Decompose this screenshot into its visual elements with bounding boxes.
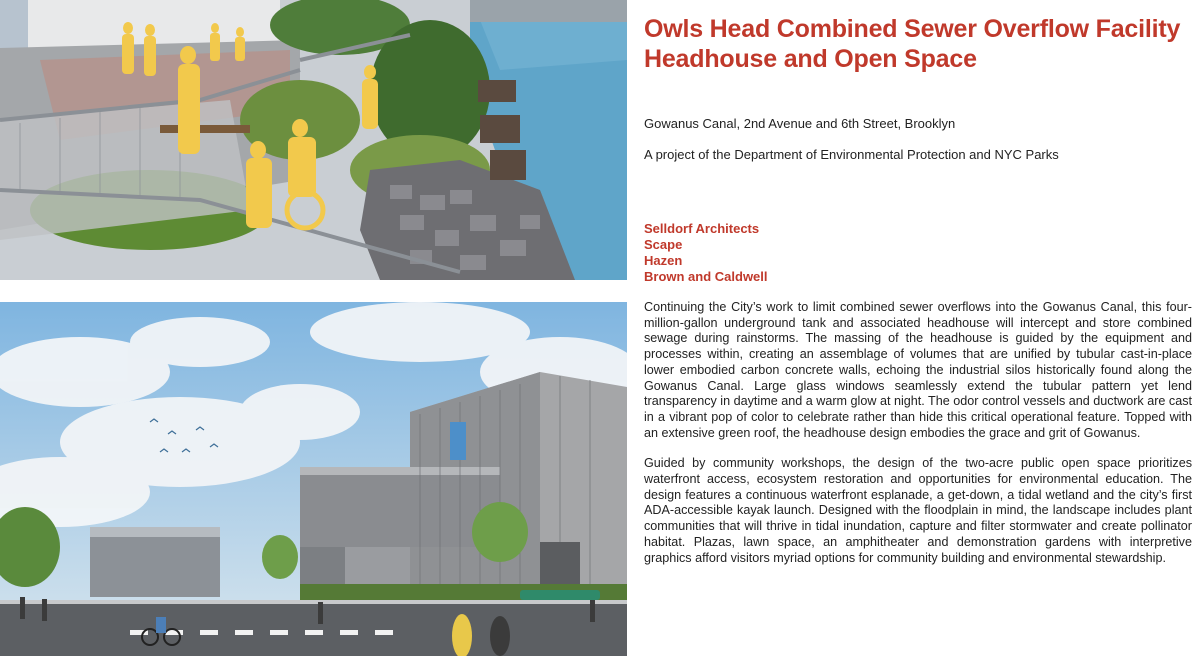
- team-member: Brown and Caldwell: [644, 269, 768, 284]
- text-column: [644, 14, 1192, 566]
- project-location: Gowanus Canal, 2nd Avenue and 6th Street, Brooklyn: [644, 116, 956, 131]
- team-member: Selldorf Architects: [644, 221, 760, 236]
- esplanade-rendering: [0, 0, 627, 280]
- project-title: Owls Head Combined Sewer Overflow Facility Headhouse and Open Space: [644, 15, 1181, 73]
- description-headhouse: Continuing the City’s work to limit combined sewer overflows into the Gowanus Canal, this four-million-gallon underground tank and associated headhouse will intercept and store combined sewage during rainstorms. The massing of the headhouse is guided by the equipment and processes within, creating an assemblage of volumes that are unified by tubular cast-in-place lower embodied carbon concrete walls, echoing the industrial silos historically found along the Gowanus Canal. Large glass windows seamlessly extend the tubular pattern yet lend transparency in daytime and a warm glow at night. The odor control vessels and ductwork are cast in a vibrant pop of color to celebrate rather than hide this critical operational feature. Topped with an extensive green roof, the headhouse design embodies the grace and grit of Gowanus.: [644, 300, 1192, 440]
- team-member: Scape: [644, 237, 683, 252]
- headhouse-rendering: [0, 302, 627, 656]
- design-team-list: [644, 221, 1192, 285]
- team-member: Hazen: [644, 253, 683, 268]
- project-sponsor: A project of the Department of Environmental Protection and NYC Parks: [644, 147, 1059, 162]
- description-open-space: Guided by community workshops, the design of the two-acre public open space prioritizes waterfront access, ecosystem restoration and opportunities for environmental education. The design features a continuous waterfront esplanade, a get-down, a tidal wetland and the city’s first ADA-accessible kayak launch. Designed with the floodplain in mind, the landscape includes plant communities that will thrive in tidal inundation, capture and filter stormwater and create pollinator habitat. Plazas, lawn space, an amphitheater and demonstration gardens with interpretive graphics afford visitors myriad options for community building and environmental stewardship.: [644, 456, 1192, 565]
